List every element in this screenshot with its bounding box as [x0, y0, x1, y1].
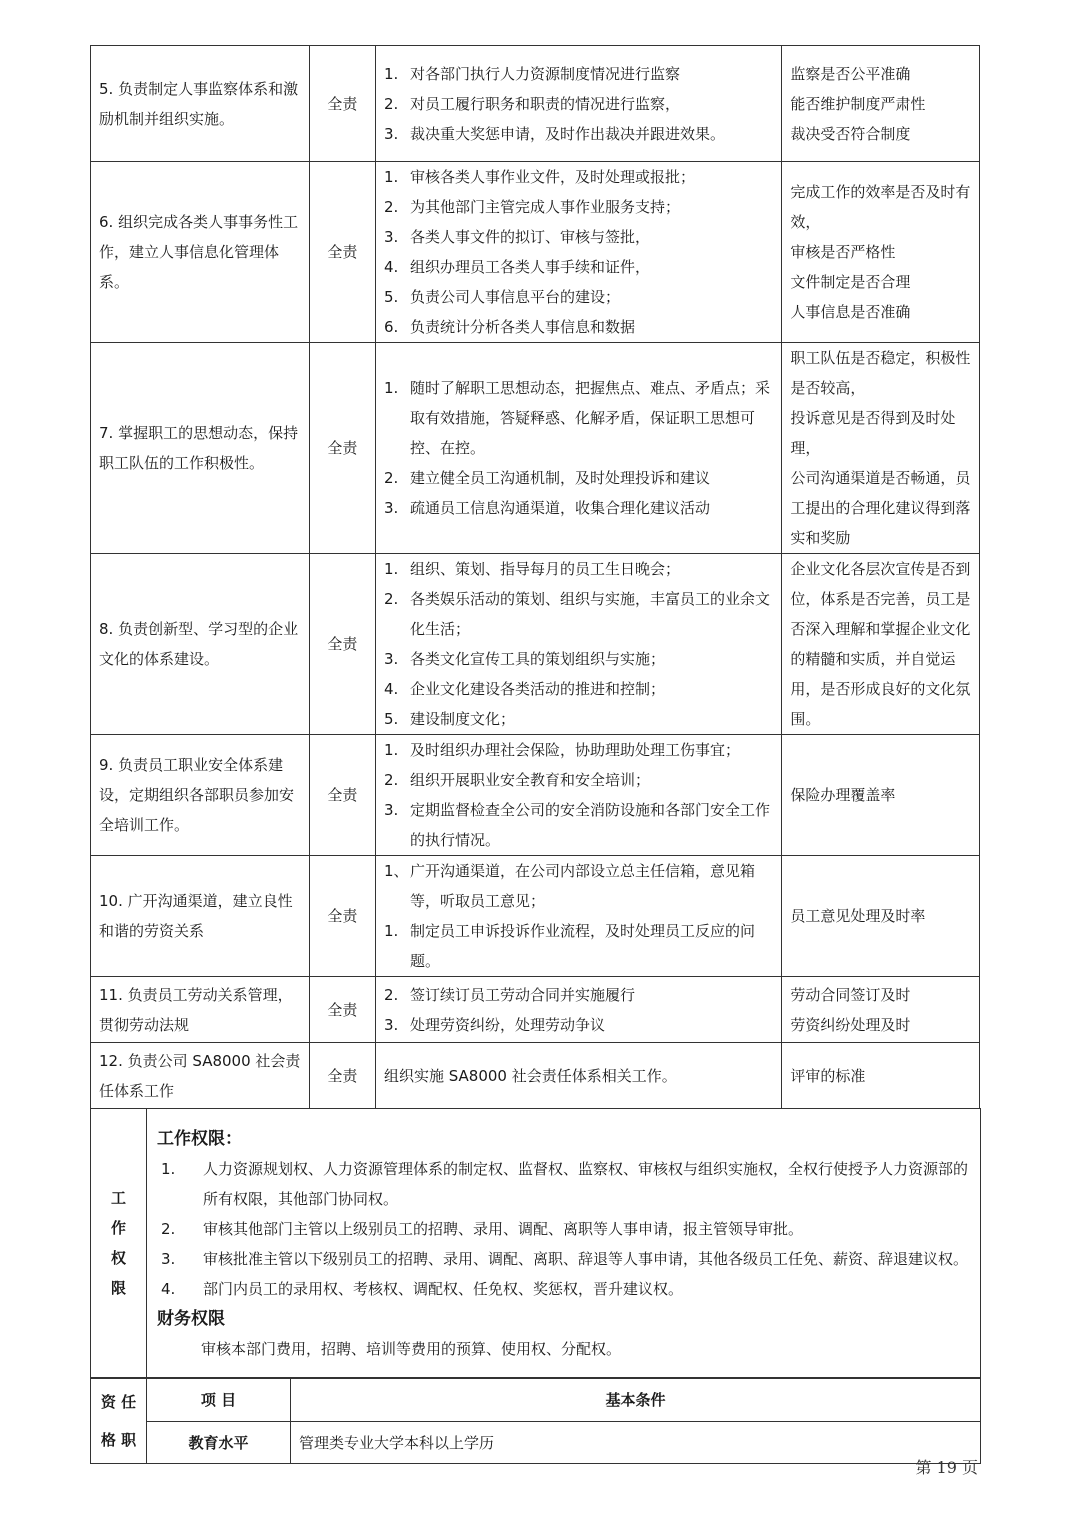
assessment-standard	[782, 735, 980, 856]
task-number: 5.	[383, 288, 399, 306]
work-authority-item	[157, 1214, 972, 1244]
work-authority-item	[157, 1274, 972, 1304]
standard-line: 劳资纠纷处理及时	[790, 1015, 911, 1034]
task-number: 3.	[383, 801, 399, 819]
task-text: 为其他部门主管完成人事作业服务支持；	[409, 198, 680, 216]
task-number: 3.	[383, 228, 399, 246]
task-item	[384, 735, 773, 765]
work-authority-text: 审核批准主管以下级别员工的招聘、录用、调配、离职、辞退等人事申请，其他各级员工任免、薪资、辞退建议权。	[203, 1250, 969, 1268]
task-item	[384, 222, 773, 252]
duty-description: 7. 掌握职工的思想动态，保持职工队伍的工作积极性。	[91, 343, 310, 554]
duty-row	[91, 1043, 980, 1109]
qualification-header-row	[91, 1378, 981, 1422]
task-item	[384, 463, 773, 493]
duty-description: 10. 广开沟通渠道，建立良性和谐的劳资关系	[91, 856, 310, 977]
task-number: 1.	[383, 922, 399, 940]
task-item	[384, 916, 773, 976]
assessment-standard	[782, 343, 980, 554]
task-text: 各类人事文件的拟订、审核与签批，	[409, 228, 650, 246]
task-item	[384, 795, 773, 855]
duty-description: 5. 负责制定人事监察体系和激励机制并组织实施。	[91, 46, 310, 162]
qualification-side-label	[91, 1378, 147, 1464]
duty-row	[91, 856, 980, 977]
duty-row	[91, 735, 980, 856]
task-text: 组织实施 SA8000 社会责任体系相关工作。	[383, 1066, 677, 1085]
task-item	[384, 282, 773, 312]
standard-line: 能否维护制度严肃性	[790, 94, 926, 113]
task-list	[384, 59, 773, 149]
authority-row	[91, 1108, 981, 1378]
task-list-cell	[375, 977, 781, 1043]
duties-table	[90, 45, 980, 1109]
duty-description: 11. 负责员工劳动关系管理，贯彻劳动法规	[91, 977, 310, 1043]
task-item	[384, 89, 773, 119]
standard-line: 员工意见处理及时率	[790, 907, 926, 925]
task-text: 负责统计分析各类人事信息和数据	[409, 318, 635, 336]
task-item	[384, 1061, 773, 1091]
task-text: 广开沟通渠道，在公司内部设立总主任信箱，意见箱等，听取员工意见；	[409, 862, 755, 910]
task-text: 对各部门执行人力资源制度情况进行监察	[409, 64, 680, 83]
responsibility-type: 全责	[309, 1043, 375, 1109]
standard-line: 公司沟通渠道是否畅通，员工提出的合理化建议得到落实和奖励	[790, 469, 971, 547]
page-number: 第 19 页	[915, 1458, 978, 1477]
standard-line: 审核是否严格性	[790, 243, 896, 261]
task-item	[384, 59, 773, 89]
task-item	[384, 162, 773, 192]
task-item	[384, 674, 773, 704]
task-number: 5.	[383, 710, 399, 728]
task-list	[384, 980, 773, 1040]
task-item	[384, 554, 773, 584]
task-list-cell	[375, 554, 781, 735]
task-list-cell	[375, 856, 781, 977]
task-text: 各类娱乐活动的策划、组织与实施，丰富员工的业余文化生活；	[409, 590, 770, 638]
work-authority-title: 工作权限：	[157, 1129, 242, 1149]
task-number: 4.	[383, 258, 399, 276]
task-number: 6.	[383, 318, 399, 336]
task-list	[384, 856, 773, 976]
task-text: 企业文化建设各类活动的推进和控制；	[409, 680, 665, 698]
standard-line: 劳动合同签订及时	[790, 985, 911, 1004]
work-authority-number: 1.	[161, 1160, 176, 1178]
work-authority-item	[157, 1154, 972, 1214]
duty-row	[91, 46, 980, 162]
task-text: 定期监督检查全公司的安全消防设施和各部门安全工作的执行情况。	[409, 801, 770, 849]
task-list	[384, 554, 773, 734]
task-text: 建设制度文化；	[409, 710, 515, 728]
responsibility-type: 全责	[309, 46, 375, 162]
work-authority-number: 2.	[161, 1220, 176, 1238]
duty-description: 8. 负责创新型、学习型的企业文化的体系建设。	[91, 554, 310, 735]
task-item	[384, 644, 773, 674]
task-item	[384, 856, 773, 916]
task-number: 1、	[383, 862, 409, 880]
work-authority-list	[157, 1154, 972, 1304]
standard-line: 投诉意见是否得到及时处理，	[790, 409, 956, 457]
authority-side-label	[91, 1108, 147, 1378]
task-item	[384, 192, 773, 222]
task-number: 2.	[383, 771, 399, 789]
task-text: 各类文化宣传工具的策划组织与实施；	[409, 650, 665, 668]
task-list	[384, 373, 773, 523]
responsibility-type: 全责	[309, 162, 375, 343]
task-list-cell	[375, 1043, 781, 1109]
task-text: 裁决重大奖惩申请，及时作出裁决并跟进效果。	[409, 124, 725, 143]
authority-side-char: 限	[110, 1279, 126, 1297]
work-authority-text: 部门内员工的录用权、考核权、调配权、任免权、奖惩权，晋升建议权。	[203, 1280, 684, 1298]
task-text: 组织、策划、指导每月的员工生日晚会；	[409, 560, 680, 578]
task-number: 2.	[383, 198, 399, 216]
qualification-condition: 管理类专业大学本科以上学历	[291, 1422, 981, 1464]
task-number: 2.	[383, 94, 399, 113]
authority-side-char: 工	[110, 1189, 126, 1207]
task-item	[384, 373, 773, 463]
assessment-standard	[782, 162, 980, 343]
task-text: 建立健全员工沟通机制，及时处理投诉和建议	[409, 469, 710, 487]
work-authority-text: 审核其他部门主管以上级别员工的招聘、录用、调配、离职等人事申请，报主管领导审批。	[203, 1220, 804, 1238]
assessment-standard	[782, 46, 980, 162]
qualification-item-header: 项 目	[147, 1378, 291, 1422]
task-text: 审核各类人事作业文件，及时处理或报批；	[409, 168, 695, 186]
task-number: 1.	[383, 741, 399, 759]
task-list-cell	[375, 162, 781, 343]
task-number: 3.	[383, 1015, 399, 1034]
assessment-standard	[782, 1043, 980, 1109]
task-text: 制定员工申诉投诉作业流程，及时处理员工反应的问题。	[409, 922, 755, 970]
task-text: 及时组织办理社会保险，协助理助处理工伤事宜；	[409, 741, 740, 759]
duty-description: 12. 负责公司 SA8000 社会责任体系工作	[91, 1043, 310, 1109]
authority-side-char: 作	[110, 1219, 126, 1237]
task-item	[384, 252, 773, 282]
duties-table-body	[91, 46, 980, 1109]
task-text: 签订续订员工劳动合同并实施履行	[409, 985, 635, 1004]
task-number: 1.	[383, 168, 399, 186]
task-list-cell	[375, 735, 781, 856]
task-number: 3.	[383, 650, 399, 668]
work-authority-number: 3.	[161, 1250, 176, 1268]
work-authority-text: 人力资源规划权、人力资源管理体系的制定权、监督权、监察权、审核权与组织实施权，全权行使授予人力资源部的所有权限，其他部门协同权。	[203, 1160, 969, 1208]
standard-line: 职工队伍是否稳定，积极性是否较高，	[790, 349, 971, 397]
task-list-cell	[375, 343, 781, 554]
task-number: 3.	[383, 499, 399, 517]
duty-description: 9. 负责员工职业安全体系建设，定期组织各部职员参加安全培训工作。	[91, 735, 310, 856]
authority-content	[147, 1108, 981, 1378]
standard-line: 评审的标准	[790, 1066, 866, 1085]
task-number: 2.	[383, 590, 399, 608]
authority-side-char: 权	[110, 1249, 126, 1267]
task-item	[384, 493, 773, 523]
task-text: 对员工履行职务和职责的情况进行监察，	[409, 94, 680, 113]
qualification-item: 教育水平	[147, 1422, 291, 1464]
responsibility-type: 全责	[309, 735, 375, 856]
task-text: 处理劳资纠纷，处理劳动争议	[409, 1015, 605, 1034]
task-list	[384, 735, 773, 855]
standard-line: 完成工作的效率是否及时有效，	[790, 183, 971, 231]
finance-authority-text: 审核本部门费用，招聘、培训等费用的预算、使用权、分配权。	[201, 1340, 622, 1358]
standard-line: 监察是否公平准确	[790, 64, 911, 83]
work-authority-item	[157, 1244, 972, 1274]
responsibility-type: 全责	[309, 856, 375, 977]
task-text: 组织开展职业安全教育和安全培训；	[409, 771, 650, 789]
task-item	[384, 704, 773, 734]
task-item	[384, 1010, 773, 1040]
responsibility-type: 全责	[309, 977, 375, 1043]
task-number: 2.	[383, 469, 399, 487]
qualification-row	[91, 1422, 981, 1464]
task-item	[384, 584, 773, 644]
qualification-side-line1: 资 任	[100, 1392, 137, 1411]
task-item	[384, 980, 773, 1010]
duty-row	[91, 343, 980, 554]
standard-line: 文件制定是否合理	[790, 273, 911, 291]
responsibility-type: 全责	[309, 554, 375, 735]
task-item	[384, 312, 773, 342]
task-number: 2.	[383, 985, 399, 1004]
qualification-side-line2: 格 职	[100, 1430, 137, 1449]
standard-line: 人事信息是否准确	[790, 303, 911, 321]
task-text: 负责公司人事信息平台的建设；	[409, 288, 620, 306]
task-list	[384, 162, 773, 342]
qualification-table	[90, 1377, 981, 1464]
task-number: 4.	[383, 680, 399, 698]
assessment-standard	[782, 856, 980, 977]
task-list	[384, 1061, 773, 1091]
task-text: 疏通员工信息沟通渠道，收集合理化建议活动	[409, 499, 710, 517]
task-number: 1.	[383, 379, 399, 397]
task-number: 3.	[383, 124, 399, 143]
standard-line: 裁决受否符合制度	[790, 124, 911, 143]
task-number: 1.	[383, 64, 399, 83]
task-number: 1.	[383, 560, 399, 578]
duty-row	[91, 977, 980, 1043]
duty-row	[91, 162, 980, 343]
task-item	[384, 765, 773, 795]
document-page	[90, 45, 980, 1464]
standard-line: 企业文化各层次宣传是否到位，体系是否完善，员工是否深入理解和掌握企业文化的精髓和实质，并自觉运用，是否形成良好的文化氛围。	[790, 560, 971, 728]
assessment-standard	[782, 977, 980, 1043]
assessment-standard	[782, 554, 980, 735]
finance-authority-title: 财务权限	[157, 1309, 225, 1329]
standard-line: 保险办理覆盖率	[790, 786, 896, 804]
duty-row	[91, 554, 980, 735]
work-authority-number: 4.	[161, 1280, 176, 1298]
task-list-cell	[375, 46, 781, 162]
duty-description: 6. 组织完成各类人事事务性工作，建立人事信息化管理体系。	[91, 162, 310, 343]
qualification-condition-header: 基本条件	[291, 1378, 981, 1422]
task-text: 随时了解职工思想动态，把握焦点、难点、矛盾点；采取有效措施，答疑释惑、化解矛盾，保证职工思想可控、在控。	[409, 379, 770, 457]
task-item	[384, 119, 773, 149]
task-text: 组织办理员工各类人事手续和证件，	[409, 258, 650, 276]
authority-table	[90, 1108, 981, 1379]
responsibility-type: 全责	[309, 343, 375, 554]
